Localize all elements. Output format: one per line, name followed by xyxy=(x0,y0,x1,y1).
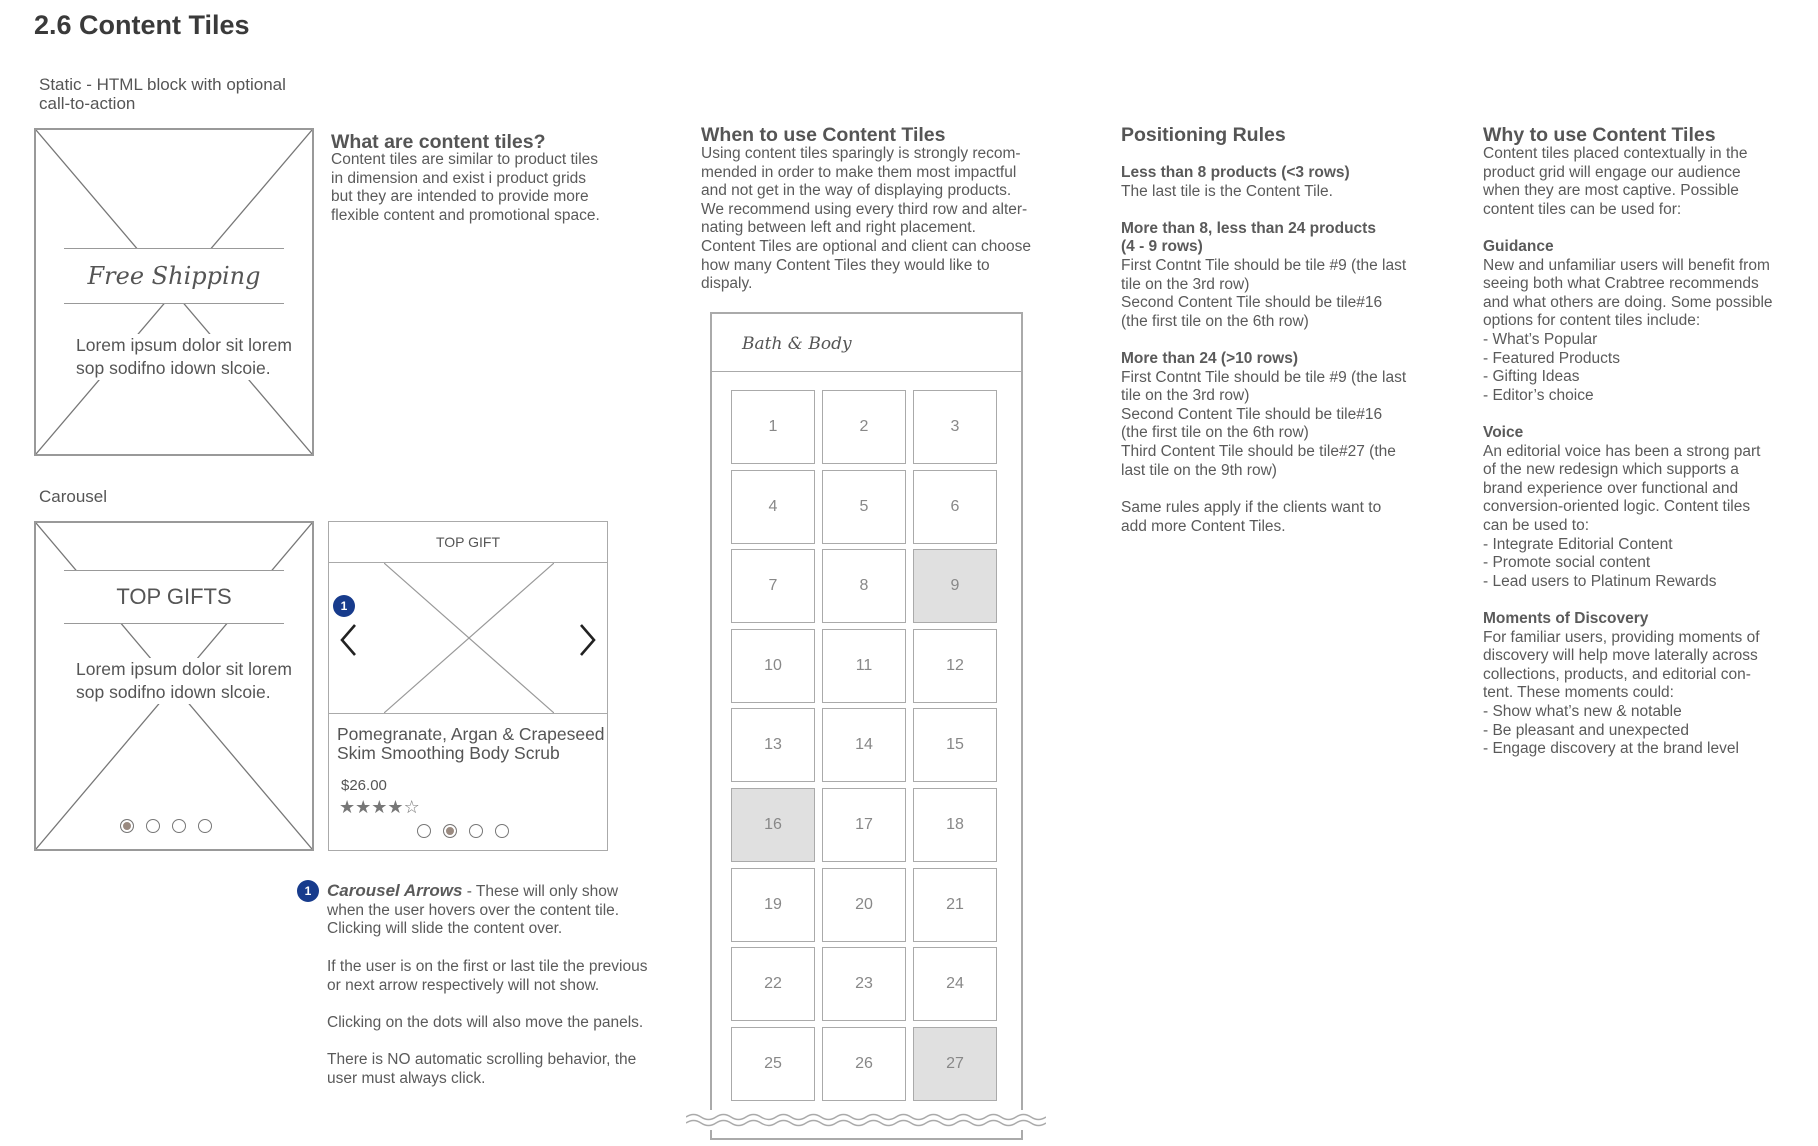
carousel-dot[interactable] xyxy=(198,819,212,833)
product-tile-slot[interactable]: 21 xyxy=(913,868,997,942)
product-tile-slot[interactable]: 3 xyxy=(913,390,997,464)
carousel-dots[interactable] xyxy=(114,819,218,838)
product-tile-slot[interactable]: 24 xyxy=(913,947,997,1021)
product-tile-slot[interactable]: 15 xyxy=(913,708,997,782)
star-empty-icon: ☆ xyxy=(403,797,420,817)
content-tile-slot[interactable]: 16 xyxy=(731,788,815,862)
rule-2-title: More than 8, less than 24 products (4 - 9 rows) xyxy=(1121,219,1376,256)
product-tile-slot[interactable]: 20 xyxy=(822,868,906,942)
positioning-heading: Positioning Rules xyxy=(1121,124,1286,146)
voice-body: An editorial voice has been a strong part of the new redesign which supports a brand experience over functional and conversion-oriented logic. Content tiles can be used to: - Integrate Editorial Content - Promote social content - Lead users to Platinum Rewards xyxy=(1483,442,1761,590)
product-tile-slot[interactable]: 12 xyxy=(913,629,997,703)
product-carousel-dots[interactable] xyxy=(411,824,515,843)
static-content-tile[interactable] xyxy=(34,128,314,456)
product-tile-slot[interactable]: 14 xyxy=(822,708,906,782)
carousel-dot[interactable] xyxy=(146,819,160,833)
product-tile-slot[interactable]: 23 xyxy=(822,947,906,1021)
category-title: Bath & Body xyxy=(742,334,852,354)
when-to-use-heading: When to use Content Tiles xyxy=(701,124,946,146)
product-tile-slot[interactable]: 10 xyxy=(731,629,815,703)
carousel-dot[interactable] xyxy=(172,819,186,833)
arrows-note-p4: There is NO automatic scrolling behavior, the user must always click. xyxy=(327,1051,637,1087)
star-filled-icon: ★ xyxy=(355,797,372,817)
product-tile-slot[interactable]: 13 xyxy=(731,708,815,782)
rule-1-body: The last tile is the Content Tile. xyxy=(1121,182,1333,200)
static-tile-label: Static - HTML block with optional call-to-action xyxy=(39,75,286,113)
product-tile-slot[interactable]: 4 xyxy=(731,470,815,544)
carousel-dot[interactable] xyxy=(443,824,457,838)
product-price: $26.00 xyxy=(341,777,387,794)
carousel-dot[interactable] xyxy=(120,819,134,833)
voice-title: Voice xyxy=(1483,424,1524,441)
product-name[interactable]: Pomegranate, Argan & Crapeseed Skim Smoothing Body Scrub xyxy=(337,724,605,763)
arrows-note-title: Carousel Arrows xyxy=(327,881,463,900)
product-tile-slot[interactable]: 17 xyxy=(822,788,906,862)
guidance-title: Guidance xyxy=(1483,238,1554,255)
continuation-wave-icon xyxy=(686,1110,1046,1130)
rule-2-body: First Contnt Tile should be tile #9 (the last tile on the 3rd row) Second Content Tile should be tile#16 (the first tile on the 6th row) xyxy=(1121,257,1407,330)
chevron-right-icon[interactable] xyxy=(577,623,597,657)
carousel-dot[interactable] xyxy=(417,824,431,838)
carousel-content-tile[interactable] xyxy=(34,521,314,851)
product-tile-slot[interactable]: 2 xyxy=(822,390,906,464)
product-tile-slot[interactable]: 1 xyxy=(731,390,815,464)
guidance-body: New and unfamiliar users will benefit from seeing both what Crabtree recommends and what others are doing. Some possible options for content tiles include: - What’s Popular - Featured Products - Gifting Ideas - Editor’s choice xyxy=(1483,256,1773,404)
what-are-heading: What are content tiles? xyxy=(331,131,546,153)
star-filled-icon: ★ xyxy=(387,797,404,817)
carousel-dot[interactable] xyxy=(495,824,509,838)
category-divider xyxy=(712,371,1021,372)
carousel-tile-body: Lorem ipsum dolor sit lorem sop sodifno idown slcoie. xyxy=(76,659,292,702)
image-placeholder-icon xyxy=(384,563,554,713)
annotation-badge: 1 xyxy=(297,880,319,902)
arrows-note-p2: If the user is on the first or last tile the previous or next arrow respectively will not show. xyxy=(327,958,648,994)
content-tile-slot[interactable]: 27 xyxy=(913,1027,997,1101)
product-tile-slot[interactable]: 5 xyxy=(822,470,906,544)
why-use-heading: Why to use Content Tiles xyxy=(1483,124,1716,146)
product-tile-slot[interactable]: 6 xyxy=(913,470,997,544)
product-tile-header: TOP GIFT xyxy=(329,522,607,563)
product-tile-slot[interactable]: 18 xyxy=(913,788,997,862)
product-image-area xyxy=(329,563,607,714)
carousel-dot[interactable] xyxy=(469,824,483,838)
product-tile-slot[interactable]: 11 xyxy=(822,629,906,703)
product-tile-slot[interactable]: 22 xyxy=(731,947,815,1021)
carousel-label: Carousel xyxy=(39,487,108,506)
arrows-note-intro: - These will only show when the user hovers over the content tile. Clicking will slide the content over. xyxy=(327,883,620,938)
moments-title: Moments of Discovery xyxy=(1483,610,1649,627)
content-tile-slot[interactable]: 9 xyxy=(913,549,997,623)
static-tile-body: Lorem ipsum dolor sit lorem sop sodifno idown slcoie. xyxy=(76,335,292,378)
rules-note: Same rules apply if the clients want to add more Content Tiles. xyxy=(1121,499,1382,535)
product-tile-slot[interactable]: 7 xyxy=(731,549,815,623)
page-title: 2.6 Content Tiles xyxy=(34,10,250,40)
star-rating xyxy=(339,797,420,818)
product-tile-slot[interactable]: 19 xyxy=(731,868,815,942)
when-to-use-body: Using content tiles sparingly is strongly recom- mended in order to make them most impactful and not get in the way of displaying products. We recommend using every third row and alter- nating between left and right placement. Content Tiles are optional and client can choose how many Content Tiles they would like to dispaly. xyxy=(701,145,1032,293)
what-are-body: Content tiles are similar to product tiles in dimension and exist i product grids but they are intended to provide more flexible content and promotional space. xyxy=(331,151,600,224)
moments-body: For familiar users, providing moments of discovery will help move laterally across collections, products, and editorial con- tent. These moments could: - Show what’s new & notable - Be pleasant and unexpected - Engage discovery at the brand level xyxy=(1483,628,1760,758)
rule-3-title: More than 24 (>10 rows) xyxy=(1121,350,1299,367)
product-tile-slot[interactable]: 25 xyxy=(731,1027,815,1101)
star-filled-icon: ★ xyxy=(339,797,356,817)
top-gifts-banner: TOP GIFTS xyxy=(64,570,284,624)
free-shipping-banner: Free Shipping xyxy=(64,248,284,304)
chevron-left-icon[interactable] xyxy=(339,623,359,657)
arrows-note-p3: Clicking on the dots will also move the panels. xyxy=(327,1014,644,1031)
product-tile-slot[interactable]: 26 xyxy=(822,1027,906,1101)
rule-3-body: First Contnt Tile should be tile #9 (the last tile on the 3rd row) Second Content Tile should be tile#16 (the first tile on the 6th row) Third Content Tile should be tile#27 (the last tile on the 9th row) xyxy=(1121,368,1407,479)
why-use-intro: Content tiles placed contextually in the product grid will engage our audience when they are most captive. Possible content tiles can be used for: xyxy=(1483,145,1748,218)
annotation-badge: 1 xyxy=(333,595,355,617)
carousel-product-tile[interactable] xyxy=(328,521,608,851)
product-tile-slot[interactable]: 8 xyxy=(822,549,906,623)
arrows-note xyxy=(327,882,667,939)
rule-1-title: Less than 8 products (<3 rows) xyxy=(1121,164,1350,181)
star-filled-icon: ★ xyxy=(371,797,388,817)
